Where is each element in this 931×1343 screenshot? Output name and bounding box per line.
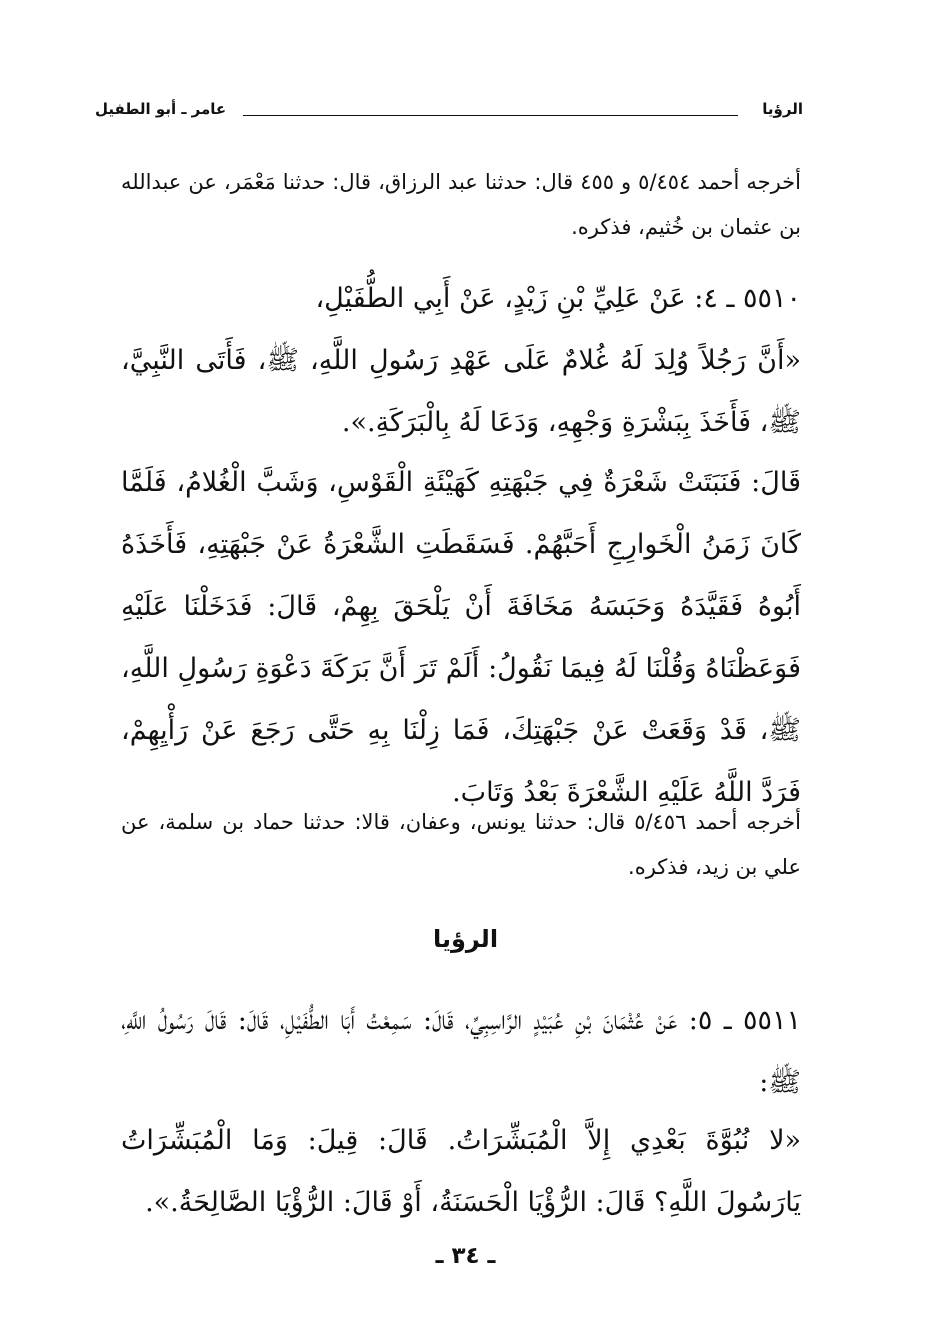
header-narrator: عامر ـ أبو الطفيل bbox=[95, 100, 227, 118]
header-rule bbox=[243, 115, 738, 116]
hadith-5511-isnad: ٥٥١١ ـ ٥: عَنْ عُثْمَانَ بْنِ عُبَيْدٍ الرَّاسِبِيِّ، قَالَ: سَمِعْتُ أَبَا الطُّفَيْلِ، قَالَ: قَالَ رَسُولُ اللَّهِ، ﷺ: bbox=[121, 1005, 801, 1098]
footnote-takhrij-1: أخرجه أحمد ٥/٤٥٤ و ٤٥٥ قال: حدثنا عبد الرزاق، قال: حدثنا مَعْمَر، عن عبدالله بن عثمان بن خُثيم، فذكره. bbox=[121, 170, 801, 239]
hadith-5511-matn: «لا نُبُوَّةَ بَعْدِي إِلاَّ الْمُبَشِّرَاتُ. قَالَ: قِيلَ: وَمَا الْمُبَشِّرَاتُ يَارَسُولَ اللَّهِ؟ قَالَ: الرُّؤْيَا الْحَسَنَةُ، أَوْ قَالَ: الرُّؤْيَا الصَّالِحَةُ.». bbox=[121, 1125, 801, 1218]
header-chapter: الرؤيا bbox=[762, 100, 803, 118]
section-heading: الرؤيا bbox=[432, 925, 499, 953]
footnote-takhrij-2: أخرجه أحمد ٥/٤٥٦ قال: حدثنا يونس، وعفان، قالا: حدثنا حماد بن سلمة، عن علي بن زيد، فذكره. bbox=[121, 810, 801, 879]
hadith-5510-isnad: ٥٥١٠ ـ ٤: عَنْ عَلِيِّ بْنِ زَيْدٍ، عَنْ أَبِي الطُّفَيْلِ، bbox=[315, 283, 801, 314]
page-number: ـ ٣٤ ـ bbox=[435, 1243, 496, 1269]
running-header bbox=[95, 100, 803, 128]
hadith-5510-matn: «أَنَّ رَجُلاً وُلِدَ لَهُ غُلامٌ عَلَى عَهْدِ رَسُولِ اللَّهِ، ﷺ، فَأَتَى النَّبِيَّ، ﷺ، فَأَخَذَ بِبَشْرَةِ وَجْهِهِ، وَدَعَا لَهُ بِالْبَرَكَةِ.». bbox=[121, 345, 801, 438]
hadith-5510-narration: قَالَ: فَنَبَتَتْ شَعْرَةٌ فِي جَبْهَتِهِ كَهَيْئَةِ الْقَوْسِ، وَشَبَّ الْغُلامُ، فَلَمَّا كَانَ زَمَنُ الْخَوارِجِ أَحَبَّهُمْ. فَسَقَطَتِ الشَّعْرَةُ عَنْ جَبْهَتِهِ، فَأَخَذَهُ أَبُوهُ فَقَيَّدَهُ وَحَبَسَهُ مَخَافَةَ أَنْ يَلْحَقَ بِهِمْ، قَالَ: فَدَخَلْنَا عَلَيْهِ فَوَعَظْنَاهُ وَقُلْنَا لَهُ فِيمَا نَقُولُ: أَلَمْ تَرَ أَنَّ بَرَكَةَ دَعْوَةِ رَسُولِ اللَّهِ، ﷺ، قَدْ وَقَعَتْ عَنْ جَبْهَتِكَ، فَمَا زِلْنَا بِهِ حَتَّى رَجَعَ عَنْ رَأْيِهِمْ، فَرَدَّ اللَّهُ عَلَيْهِ الشَّعْرَةَ بَعْدُ وَتَابَ. bbox=[121, 467, 802, 808]
